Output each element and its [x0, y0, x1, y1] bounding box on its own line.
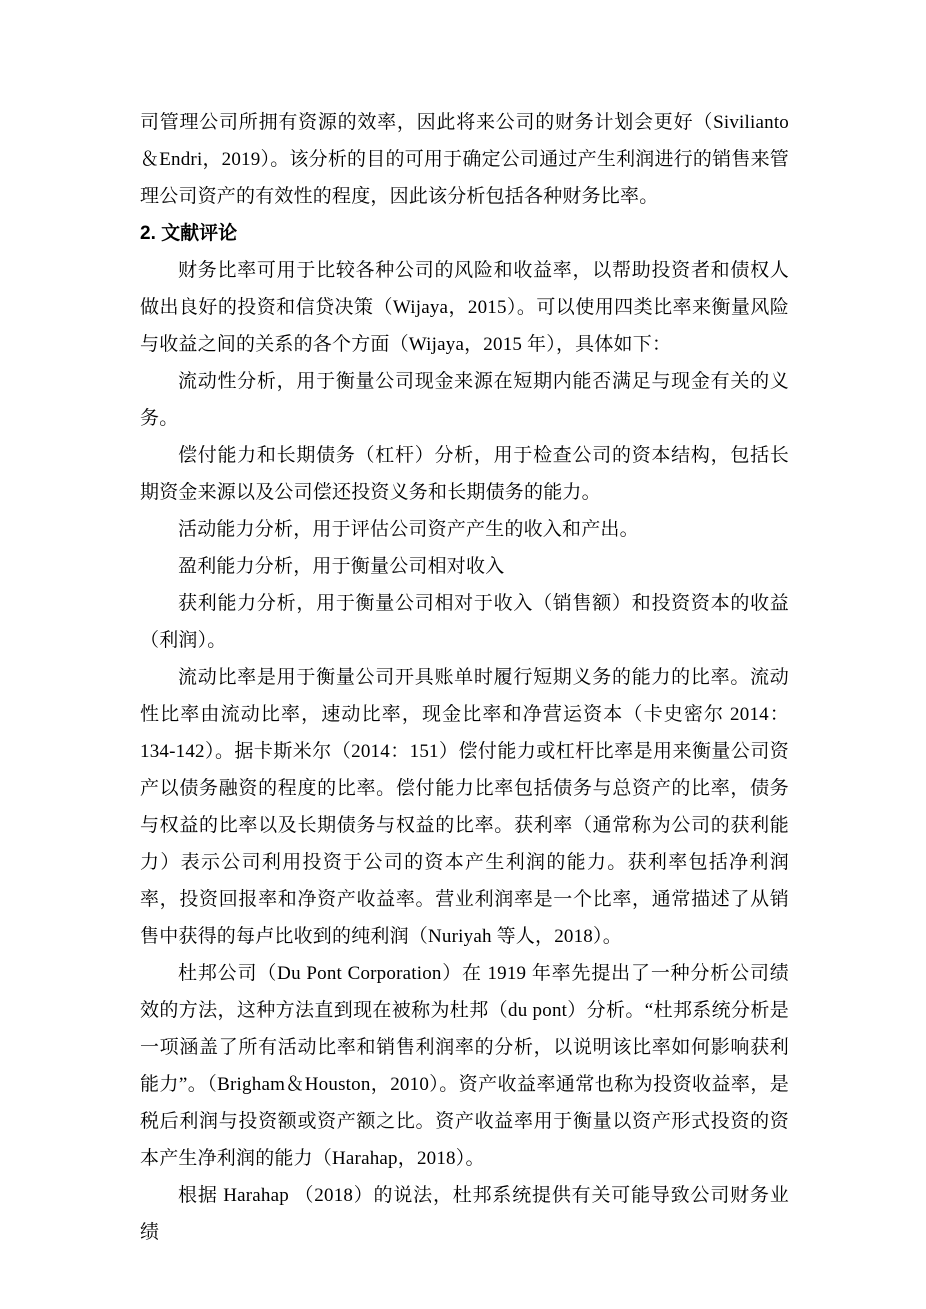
section-heading: 2. 文献评论	[140, 223, 238, 244]
paragraph: 司管理公司所拥有资源的效率，因此将来公司的财务计划会更好（Sivilianto＆Endri，2019）。该分析的目的可用于确定公司通过产生利润进行的销售来管理公司资产的有效性的程度，因此该分析包括各种财务比率。	[140, 112, 789, 207]
paragraph: 杜邦公司（Du Pont Corporation）在 1919 年率先提出了一种分析公司绩效的方法，这种方法直到现在被称为杜邦（du pont）分析。“杜邦系统分析是一项涵盖了所有活动比率和销售利润率的分析，以说明该比率如何影响获利能力”。（Brigham＆Houston，2010）。资产收益率通常也称为投资收益率，是税后利润与投资额或资产额之比。资产收益率用于衡量以资产形式投资的资本产生净利润的能力（Harahap，2018）。	[140, 963, 789, 1169]
document-body	[140, 104, 789, 1251]
paragraph: 根据 Harahap （2018）的说法，杜邦系统提供有关可能导致公司财务业绩	[140, 1185, 789, 1243]
paragraph: 活动能力分析，用于评估公司资产产生的收入和产出。	[178, 519, 639, 540]
paragraph: 流动性分析，用于衡量公司现金来源在短期内能否满足与现金有关的义务。	[140, 371, 789, 429]
paragraph: 获利能力分析，用于衡量公司相对于收入（销售额）和投资资本的收益（利润）。	[140, 593, 789, 651]
paragraph: 财务比率可用于比较各种公司的风险和收益率，以帮助投资者和债权人做出良好的投资和信贷决策（Wijaya，2015）。可以使用四类比率来衡量风险与收益之间的关系的各个方面（Wijaya，2015 年），具体如下：	[140, 260, 789, 355]
paragraph: 流动比率是用于衡量公司开具账单时履行短期义务的能力的比率。流动性比率由流动比率，速动比率，现金比率和净营运资本（卡史密尔 2014：134-142）。据卡斯米尔（2014：151）偿付能力或杠杆比率是用来衡量公司资产以债务融资的程度的比率。偿付能力比率包括债务与总资产的比率，债务与权益的比率以及长期债务与权益的比率。获利率（通常称为公司的获利能力）表示公司利用投资于公司的资本产生利润的能力。获利率包括净利润率，投资回报率和净资产收益率。营业利润率是一个比率，通常描述了从销售中获得的每卢比收到的纯利润（Nuriyah 等人，2018）。	[140, 667, 789, 947]
paragraph: 偿付能力和长期债务（杠杆）分析，用于检查公司的资本结构，包括长期资金来源以及公司偿还投资义务和长期债务的能力。	[140, 445, 789, 503]
paragraph: 盈利能力分析，用于衡量公司相对收入	[178, 556, 505, 577]
